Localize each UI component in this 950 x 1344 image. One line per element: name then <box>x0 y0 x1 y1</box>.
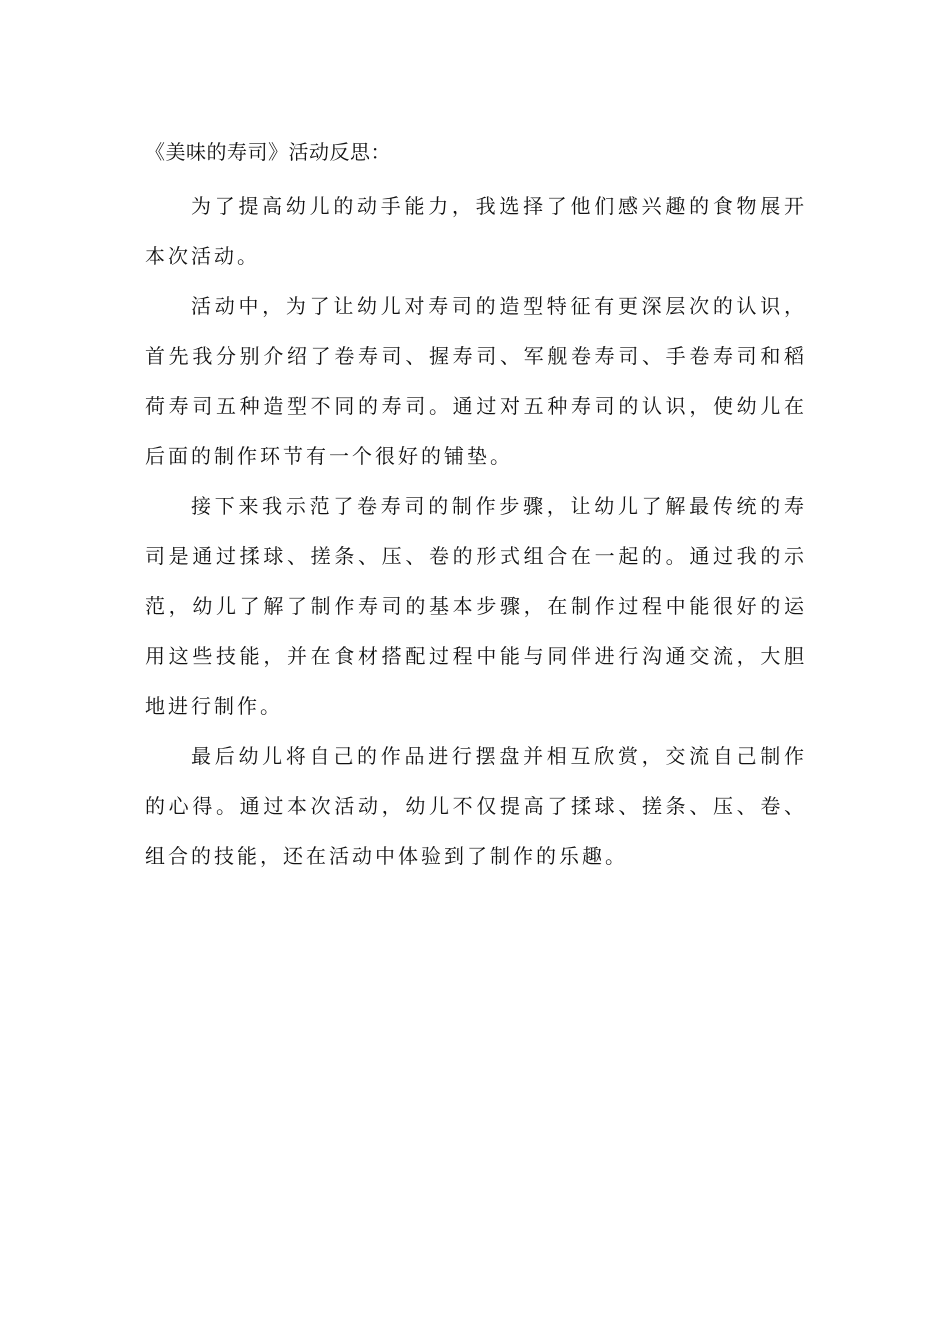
paragraph-3: 接下来我示范了卷寿司的制作步骤，让幼儿了解最传统的寿司是通过揉球、搓条、压、卷的形式组合在一起的。通过我的示范，幼儿了解了制作寿司的基本步骤，在制作过程中能很好的运用这些技能，并在食材搭配过程中能与同伴进行沟通交流，大胆地进行制作。 <box>145 494 807 718</box>
paragraph-2: 活动中，为了让幼儿对寿司的造型特征有更深层次的认识，首先我分别介绍了卷寿司、握寿司、军舰卷寿司、手卷寿司和稻荷寿司五种造型不同的寿司。通过对五种寿司的认识，使幼儿在后面的制作环节有一个很好的铺垫。 <box>145 294 807 468</box>
document-body <box>145 133 807 881</box>
paragraph-4: 最后幼儿将自己的作品进行摆盘并相互欣赏，交流自己制作的心得。通过本次活动，幼儿不仅提高了揉球、搓条、压、卷、组合的技能，还在活动中体验到了制作的乐趣。 <box>145 744 807 868</box>
document-title: 《美味的寿司》活动反思： <box>145 140 391 164</box>
paragraph-1: 为了提高幼儿的动手能力，我选择了他们感兴趣的食物展开本次活动。 <box>145 194 807 268</box>
